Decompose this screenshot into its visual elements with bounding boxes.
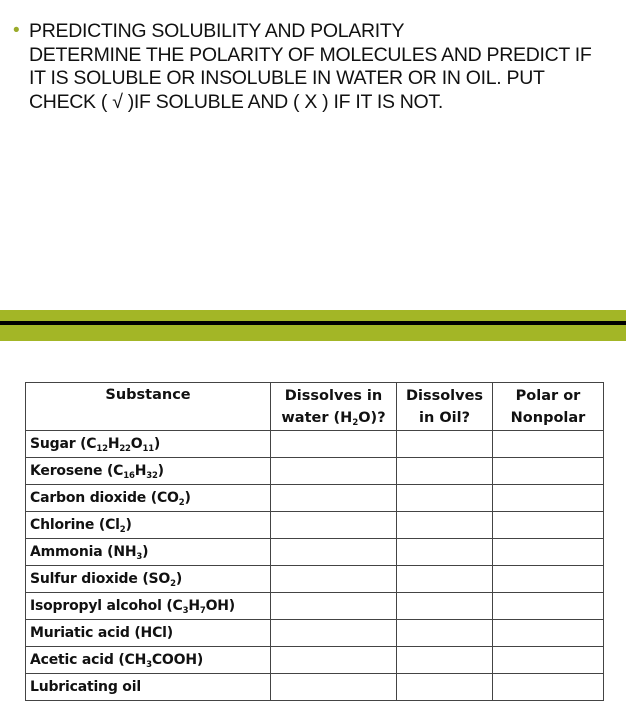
water-answer-cell[interactable] <box>271 593 397 620</box>
oil-answer-cell[interactable] <box>397 593 493 620</box>
table-row <box>26 593 604 620</box>
table-header-row <box>26 383 604 431</box>
oil-answer-cell[interactable] <box>397 458 493 485</box>
water-answer-cell[interactable] <box>271 674 397 701</box>
instruction-line: IT IS SOLUBLE OR INSOLUBLE IN WATER OR IN OIL. PUT <box>29 67 545 89</box>
polarity-answer-cell[interactable] <box>493 539 604 566</box>
oil-answer-cell[interactable] <box>397 512 493 539</box>
substance-cell: Lubricating oil <box>26 674 271 701</box>
water-answer-cell[interactable] <box>271 566 397 593</box>
table-row <box>26 431 604 458</box>
solubility-table <box>25 382 604 701</box>
substance-cell: Ammonia $(NH_3)$ <box>26 539 271 566</box>
water-answer-cell[interactable] <box>271 458 397 485</box>
table-row <box>26 458 604 485</box>
instruction-title: PREDICTING SOLUBILITY AND POLARITY <box>29 20 405 42</box>
table-row <box>26 620 604 647</box>
substance-cell: Carbon dioxide $(CO_2)$ <box>26 485 271 512</box>
table-row <box>26 566 604 593</box>
bullet-icon: • <box>13 20 20 41</box>
water-answer-cell[interactable] <box>271 485 397 512</box>
oil-answer-cell[interactable] <box>397 620 493 647</box>
water-answer-cell[interactable] <box>271 647 397 674</box>
header-substance: Substance <box>26 383 271 431</box>
header-dissolves-oil: Dissolves in Oil? <box>397 383 493 431</box>
table-row <box>26 512 604 539</box>
water-answer-cell[interactable] <box>271 539 397 566</box>
oil-answer-cell[interactable] <box>397 539 493 566</box>
oil-answer-cell[interactable] <box>397 566 493 593</box>
substance-cell: Sulfur dioxide $(SO_2)$ <box>26 566 271 593</box>
substance-cell: Isopropyl alcohol $(C_3H_7OH)$ <box>26 593 271 620</box>
water-answer-cell[interactable] <box>271 512 397 539</box>
substance-cell: Sugar $(C_{12}H_{22}O_{11})$ <box>26 431 271 458</box>
instructions <box>13 20 613 114</box>
polarity-answer-cell[interactable] <box>493 458 604 485</box>
substance-cell: Chlorine $(Cl_2)$ <box>26 512 271 539</box>
table-row <box>26 674 604 701</box>
water-answer-cell[interactable] <box>271 431 397 458</box>
oil-answer-cell[interactable] <box>397 647 493 674</box>
water-answer-cell[interactable] <box>271 620 397 647</box>
accent-bar-top <box>0 310 626 321</box>
header-polarity: Polar or Nonpolar <box>493 383 604 431</box>
oil-answer-cell[interactable] <box>397 674 493 701</box>
instruction-line: CHECK ( √ )IF SOLUBLE AND ( X ) IF IT IS NOT. <box>29 90 443 113</box>
polarity-answer-cell[interactable] <box>493 566 604 593</box>
substance-cell: Acetic acid $(CH_3COOH)$ <box>26 647 271 674</box>
polarity-answer-cell[interactable] <box>493 431 604 458</box>
table-row <box>26 539 604 566</box>
polarity-answer-cell[interactable] <box>493 620 604 647</box>
polarity-answer-cell[interactable] <box>493 674 604 701</box>
instruction-line: DETERMINE THE POLARITY OF MOLECULES AND PREDICT IF <box>29 43 592 66</box>
substance-cell: Muriatic acid (HCl) <box>26 620 271 647</box>
polarity-answer-cell[interactable] <box>493 485 604 512</box>
table-row <box>26 485 604 512</box>
polarity-answer-cell[interactable] <box>493 593 604 620</box>
oil-answer-cell[interactable] <box>397 485 493 512</box>
polarity-answer-cell[interactable] <box>493 647 604 674</box>
substance-cell: Kerosene $(C_{16}H_{32})$ <box>26 458 271 485</box>
table-row <box>26 647 604 674</box>
accent-bar-bottom <box>0 325 626 341</box>
polarity-answer-cell[interactable] <box>493 512 604 539</box>
oil-answer-cell[interactable] <box>397 431 493 458</box>
header-dissolves-water: Dissolves in water $(H_2O)$? <box>271 383 397 431</box>
